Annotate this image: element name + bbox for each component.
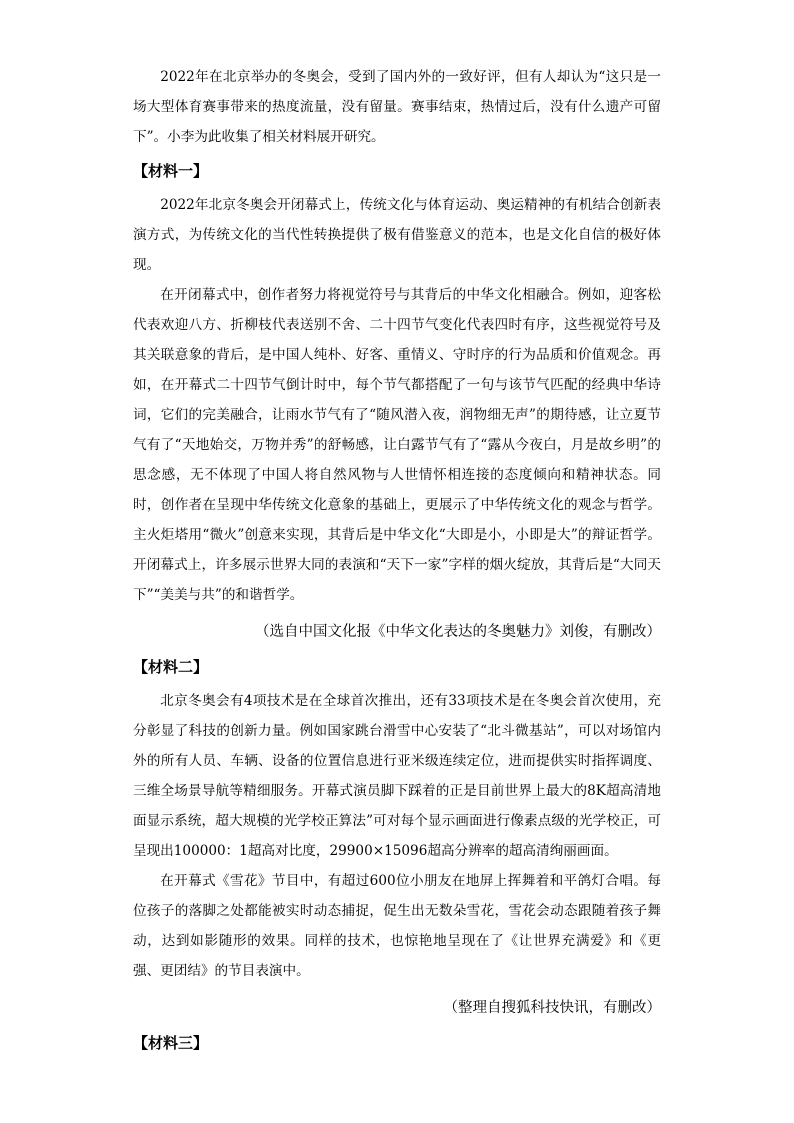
intro-paragraph: 2022年在北京举办的冬奥会，受到了国内外的一致好评，但有人却认为“这只是一场大型体育赛事带来的热度流量，没有留量。赛事结束，热情过后，没有什么遗产可留下”。小李为此收集了相关材料展开研究。 [133, 69, 661, 145]
material2-source: （整理自搜狐科技快讯，有删改） [443, 1000, 661, 1016]
material1-paragraph-2: 在开闭幕式中，创作者努力将视觉符号与其背后的中华文化相融合。例如，迎客松代表欢迎八方、折柳枝代表送别不舍、二十四节气变化代表四时有序，这些视觉符号及其关联意象的背后，是中国人纯朴、好客、重情义、守时序的行为品质和价值观念。再如，在开幕式二十四节气倒计时中，每个节气都搭配了一句与该节气匹配的经典中华诗词，它们的完美融合，让雨水节气有了“随风潜入夜，润物细无声”的期待感，让立夏节气有了“天地始交，万物并秀”的舒畅感，让白露节气有了“露从今夜白，月是故乡明”的思念感，无不体现了中国人将自然风物与人世情怀相连接的态度倾向和精神状态。同时，创作者在呈现中华传统文化意象的基础上，更展示了中华传统文化的观念与哲学。主火炬塔用“微火”创意来实现，其背后是中华文化“大即是小，小即是大”的辩证哲学。开闭幕式上，许多展示世界大同的表演和“天下一家”字样的烟火绽放，其背后是“大同天下”“美美与共”的和谐哲学。 [133, 287, 661, 603]
material1-paragraph-1: 2022年北京冬奥会开闭幕式上，传统文化与体育运动、奥运精神的有机结合创新表演方式，为传统文化的当代性转换提供了极有借鉴意义的范本，也是文化自信的极好体现。 [133, 197, 661, 273]
material1-heading: 【材料一】 [133, 162, 209, 180]
material2-heading: 【材料二】 [133, 658, 209, 676]
material2-paragraph-1: 北京冬奥会有4项技术是在全球首次推出，还有33项技术是在冬奥会首次使用，充分彰显了科技的创新力量。例如国家跳台滑雪中心安装了“北斗微基站”，可以对场馆内外的所有人员、车辆、设备的位置信息进行亚米级连续定位，进而提供实时指挥调度、三维全场景导航等精细服务。开幕式演员脚下踩着的正是目前世界上最大的8K超高清地面显示系统，超大规模的光学校正算法”可对每个显示画面进行像素点级的光学校正，可呈现出100000：1超高对比度，29900×15096超高分辨率的超高清绚丽画面。 [133, 693, 661, 859]
document-content [133, 62, 661, 1062]
material3-heading: 【材料三】 [133, 1034, 209, 1052]
material1-source: （选自中国文化报《中华文化表达的冬奥魅力》刘俊，有删改） [255, 624, 661, 640]
material2-paragraph-2: 在开幕式《雪花》节目中，有超过600位小朋友在地屏上挥舞着和平鸽灯合唱。每位孩子的落脚之处都能被实时动态捕捉，促生出无数朵雪花，雪花会动态跟随着孩子舞动，达到如影随形的效果。同样的技术，也惊艳地呈现在了《让世界充满爱》和《更强、更团结》的节目表演中。 [133, 873, 661, 979]
